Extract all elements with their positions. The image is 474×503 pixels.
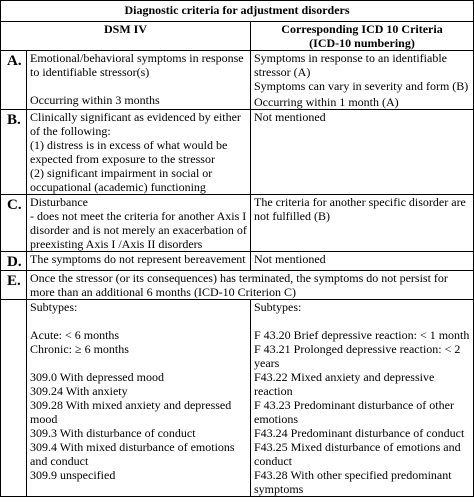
dsm-text: The symptoms do not represent bereavement [27,252,251,271]
subtypes-row [1,300,474,497]
icd-text: The criteria for another specific disorder are not fulfilled (B) [251,195,474,252]
criterion-letter: A. [1,51,27,110]
dsm-text: Emotional/behavioral symptoms in response to identifiable stressor(s) [30,51,244,79]
list-item: 309.24 With anxiety [30,384,128,398]
dsm-text: Clinically significant as evidenced by either of the following: (1) distress is in excess of what would be expected from exposure to the stressor (2) significant impairment in social or occupational (academic) functioning [27,110,251,195]
list-item: 309.4 With mixed disturbance of emotions and conduct [30,440,235,468]
icd-text: Not mentioned [251,110,474,195]
list-item: F 43.23 Predominant disturbance of other emotions [254,398,454,426]
list-item: 309.28 With mixed anxiety and depressed mood [30,398,232,426]
list-item: F43.28 With other specified predominant symptoms [254,468,452,496]
criterion-row-b [1,110,474,195]
icd-onset: Occurring within 1 month (A) [254,95,399,109]
list-item: F43.24 Predominant disturbance of conduct [254,426,465,440]
header-dsm: DSM IV [1,22,251,51]
list-item: F 43.20 Brief depressive reaction: < 1 month [254,328,470,342]
dsm-onset: Occurring within 3 months [30,93,160,107]
list-item: 309.0 With depressed mood [30,370,164,384]
header-icd [251,22,474,51]
list-item: Acute: < 6 months [30,328,120,342]
dsm-subtypes-cell [27,300,251,497]
list-item: F 43.21 Prolonged depressive reaction: < 2 years [254,342,461,370]
criterion-letter: E. [1,271,27,300]
icd-subtypes-cell [251,300,474,497]
dsm-cell [27,51,251,110]
subtypes-letter-cell [1,300,27,497]
table-title: Diagnostic criteria for adjustment disorders [1,1,474,22]
criterion-letter: C. [1,195,27,252]
list-item: F43.25 Mixed disturbance of emotions and conduct [254,440,461,468]
criterion-row-e [1,271,474,300]
list-item: F43.22 Mixed anxiety and depressive reaction [254,370,435,398]
shared-criterion-text: Once the stressor (or its consequences) has terminated, the symptoms do not persist for more than an additional 6 months (ICD-10 Criterion C) [27,271,474,300]
icd-subtypes-heading: Subtypes: [254,300,302,314]
criterion-row-a [1,51,474,110]
criterion-letter: B. [1,110,27,195]
header-icd-line2: (ICD-10 numbering) [309,36,415,50]
dsm-text: Disturbance - does not meet the criteria for another Axis I disorder and is not merely an exacerbation of preexisting Axis I /Axis II disorders [27,195,251,252]
header-row [1,22,474,51]
list-item: 309.9 unspecified [30,468,116,482]
list-item: 309.3 With disturbance of conduct [30,426,196,440]
title-row [1,1,474,22]
dsm-subtypes-heading: Subtypes: [30,300,78,314]
criterion-letter: D. [1,252,27,271]
criterion-row-c [1,195,474,252]
header-icd-line1: Corresponding ICD 10 Criteria [281,22,443,36]
icd-text: Not mentioned [251,252,474,271]
icd-text: Symptoms in response to an identifiable stressor (A) Symptoms can vary in severity and form (B) [254,51,469,93]
list-item: Chronic: ≥ 6 months [30,342,129,356]
icd-cell [251,51,474,110]
criterion-row-d [1,252,474,271]
